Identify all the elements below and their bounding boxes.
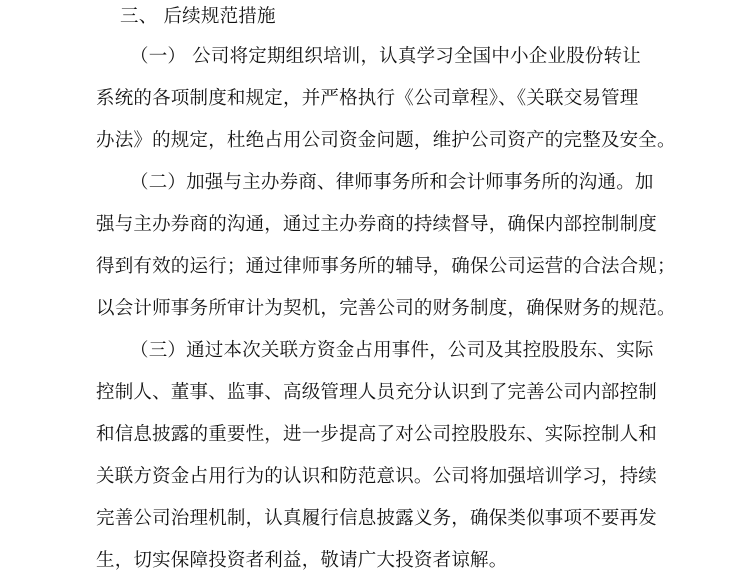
paragraph-line: 和信息披露的重要性，进一步提高了对公司控股股东、实际控制人和: [96, 424, 658, 445]
paragraph-line: 以会计师事务所审计为契机，完善公司的财务制度，确保财务的规范。: [96, 298, 676, 319]
paragraph-line: 系统的各项制度和规定，并严格执行《公司章程》、《关联交易管理: [96, 88, 639, 109]
paragraph-line: 完善公司治理机制，认真履行信息披露义务，确保类似事项不要再发: [96, 508, 658, 529]
section-heading: 三、 后续规范措施: [120, 6, 276, 27]
paragraph-line: （二）加强与主办券商、律师事务所和会计师事务所的沟通。加: [130, 172, 654, 193]
paragraph-line: 关联方资金占用行为的认识和防范意识。公司将加强培训学习，持续: [96, 466, 658, 487]
paragraph-line: （一） 公司将定期组织培训，认真学习全国中小企业股份转让: [130, 46, 641, 67]
paragraph-line: （三）通过本次关联方资金占用事件，公司及其控股股东、实际: [130, 340, 654, 361]
paragraph-line: 得到有效的运行；通过律师事务所的辅导，确保公司运营的合法合规；: [96, 256, 676, 277]
paragraph-line: 强与主办券商的沟通，通过主办券商的持续督导，确保内部控制制度: [96, 214, 658, 235]
paragraph-line: 控制人、董事、监事、高级管理人员充分认识到了完善公司内部控制: [96, 382, 658, 403]
paragraph-line: 生，切实保障投资者利益，敬请广大投资者谅解。: [96, 550, 508, 571]
paragraph-line: 办法》的规定，杜绝占用公司资金问题，维护公司资产的完整及安全。: [96, 130, 676, 151]
